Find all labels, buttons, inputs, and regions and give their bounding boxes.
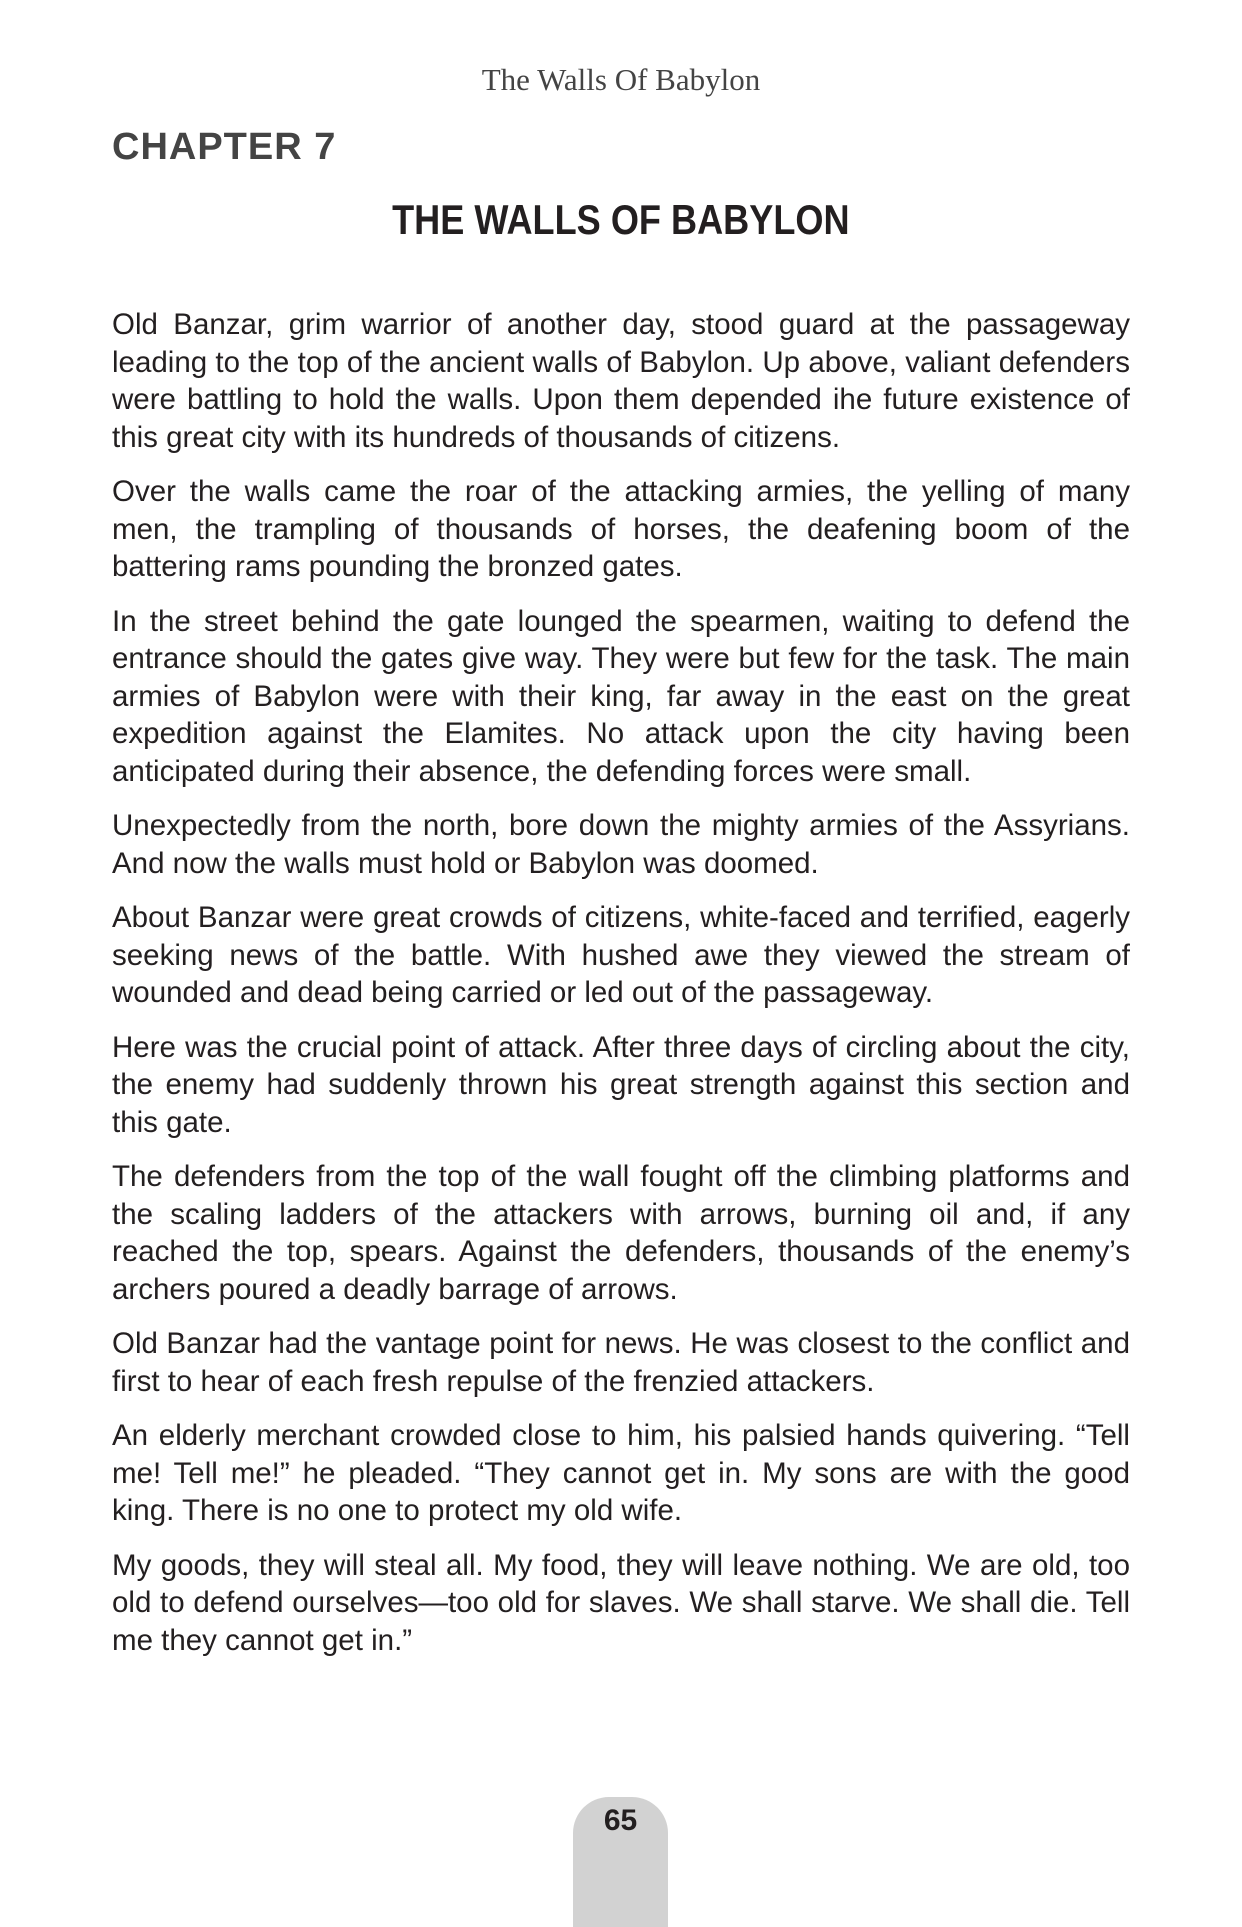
paragraph: Old Banzar had the vantage point for news. He was closest to the conflict and first to hear of each fresh repulse of the frenzied attackers. — [112, 1327, 1130, 1398]
paragraph: Here was the crucial point of attack. After three days of circling about the city, the enemy had suddenly thrown his great strength against this section and this gate. — [112, 1030, 1130, 1139]
body-text — [112, 306, 1130, 1676]
paragraph: An elderly merchant crowded close to him, his palsied hands quivering. “Tell me! Tell me!” he pleaded. “They cannot get in. My sons are with the good king. There is no one to protect my old wife. — [112, 1419, 1130, 1527]
paragraph: In the street behind the gate lounged the spearmen, waiting to defend the entrance should the gates give way. They were but few for the task. The main armies of Babylon were with their king, far away in the east on the great expedition against the Elamites. No attack upon the city having been anticipated during their absence, the defending forces were small. — [112, 604, 1130, 788]
running-head: The Walls Of Babylon — [481, 62, 761, 97]
page-number: 65 — [603, 1804, 638, 1837]
paragraph: My goods, they will steal all. My food, they will leave nothing. We are old, too old to defend ourselves—too old for slaves. We shall starve. We shall die. Tell me they cannot get in.” — [112, 1548, 1130, 1657]
paragraph: The defenders from the top of the wall fought off the climbing platforms and the scaling ladders of the attackers with arrows, burning oil and, if any reached the top, spears. Against the defenders, thousands of the enemy’s archers poured a deadly barrage of arrows. — [112, 1160, 1130, 1306]
paragraph: About Banzar were great crowds of citizens, white-faced and terrified, eagerly seeking news of the battle. With hushed awe they viewed the stream of wounded and dead being carried or led out of the passageway. — [112, 901, 1130, 1009]
chapter-label: CHAPTER 7 — [112, 126, 337, 168]
paragraph: Old Banzar, grim warrior of another day, stood guard at the passageway leading to the top of the ancient walls of Babylon. Up above, valiant defenders were battling to hold the walls. Upon them depended ihe future existence of this great city with its hundreds of thousands of citizens. — [112, 308, 1130, 454]
paragraph: Unexpectedly from the north, bore down the mighty armies of the Assyrians. And now the walls must hold or Babylon was doomed. — [112, 809, 1130, 880]
chapter-title: THE WALLS OF BABYLON — [392, 196, 850, 243]
paragraph: Over the walls came the roar of the attacking armies, the yelling of many men, the trampling of thousands of horses, the deafening boom of the battering rams pounding the bronzed gates. — [112, 475, 1130, 583]
